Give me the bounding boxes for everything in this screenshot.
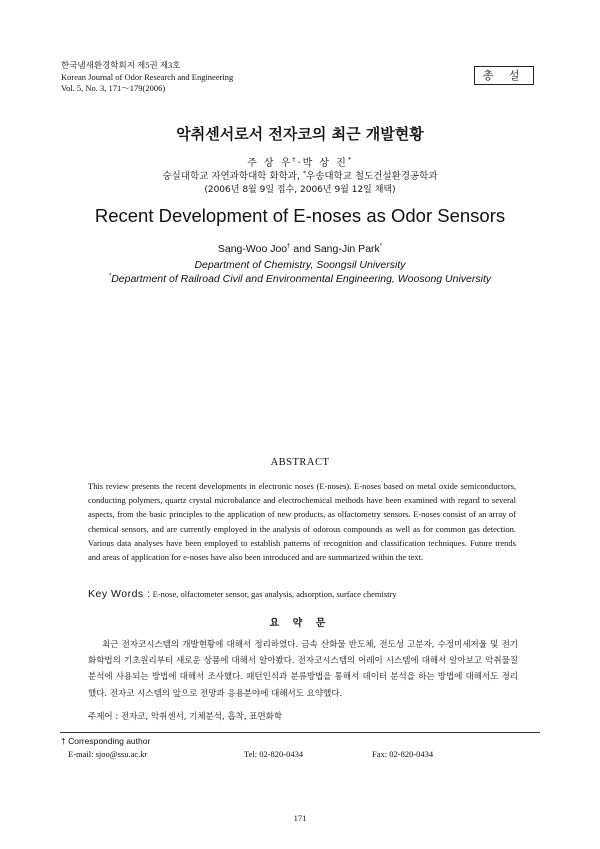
- english-title: Recent Development of E-noses as Odor Sensors: [94, 205, 506, 226]
- star-mark-affil: *: [303, 169, 307, 177]
- page-number: 171: [293, 813, 307, 823]
- telephone: Tel: 02-820-0434: [244, 749, 304, 759]
- english-affiliation-1: Department of Chemistry, Soongsil University: [194, 259, 406, 271]
- email: E-mail: sjoo@ssu.ac.kr: [68, 749, 148, 759]
- english-author-2: and Sang-Jin Park: [293, 243, 380, 255]
- korean-keywords-line: [88, 710, 282, 722]
- star-mark-en: *: [379, 243, 383, 250]
- korean-affiliation: [0, 168, 600, 182]
- korean-summary-heading: 요 약 문: [269, 618, 331, 629]
- korean-affiliation-2: 우송대학교 철도건설환경공학과: [306, 171, 438, 182]
- footnote-divider: [60, 732, 540, 733]
- abstract-body: This review presents the recent developments in electronic noses (E-noses). E-noses based on metal oxide semiconductors, conducting polymers, quartz crystal microbalance and electrochemical methods have been examined with regard to several aspects, from the basic principles to the application of new products, as olfactometry sensors. E-noses consist of an array of chemical sensors, and are currently employed in the analysis of odorous compounds as well as for common gas detection. Various data analyses have been employed to establish patterns of recognition and classification techniques. Future trends and areas of application for e-noses have also been introduced and are summarized within the text.: [88, 481, 516, 563]
- keywords-text: E-nose, olfactometer sensor, gas analysis, adsorption, surface chemistry: [152, 589, 397, 599]
- journal-name-english: Korean Journal of Odor Research and Engineering: [61, 71, 234, 82]
- english-author-1: Sang-Woo Joo: [217, 243, 288, 255]
- fax: Fax: 02-820-0434: [372, 749, 434, 759]
- dagger-mark: †: [292, 156, 298, 164]
- korean-affiliation-1: 숭실대학교 자연과학대학 화학과,: [162, 171, 300, 182]
- keywords-line: [88, 588, 397, 600]
- korean-keywords-label: 주제어 :: [88, 712, 119, 722]
- korean-keywords-text: 전자코, 악취센서, 기체분석, 흡착, 표면화학: [120, 712, 283, 722]
- keywords-label: Key Words :: [88, 588, 151, 600]
- star-mark-en-affil: *: [108, 273, 112, 280]
- korean-author-2: 박 상 진: [302, 158, 348, 169]
- dagger-mark-en: †: [287, 243, 291, 250]
- korean-title: 악취센서로서 전자코의 최근 개발현황: [176, 125, 424, 143]
- author-separator: ·: [297, 158, 303, 169]
- korean-authors: [0, 154, 600, 169]
- star-mark: *: [347, 156, 353, 164]
- journal-volume: Vol. 5, No. 3, 171～179(2006): [61, 83, 166, 93]
- journal-header: [61, 60, 233, 95]
- english-affiliation-2: [0, 273, 600, 285]
- received-accepted-dates: (2006년 8월 9일 접수, 2006년 9월 12일 채택): [204, 185, 396, 195]
- corresponding-author-note: † Corresponding author: [61, 736, 151, 746]
- korean-author-1: 주 상 우: [247, 158, 293, 169]
- english-authors: [0, 243, 600, 255]
- abstract-heading: ABSTRACT: [270, 457, 330, 468]
- section-badge: 총 설: [474, 66, 534, 85]
- journal-name-korean: 한국냄새환경학회지 제5권 제3호: [61, 60, 181, 70]
- english-affiliation-2-text: Department of Railroad Civil and Environmental Engineering, Woosong University: [111, 273, 492, 285]
- korean-summary-body: 최근 전자코시스템의 개발현황에 대해서 정리하였다. 금속 산화물 반도체, 전도성 고분자, 수정미세저울 및 전기화학법의 기초원리부터 새로운 상품에 대해서 알아봤다. 전자코시스템의 어레이 시스템에 대해서 알아보고 악취물질 분석에 사용되는 방법에 대해서 조사했다. 패턴인식과 분류방법을 통해서 데이터 분석을 하는 방법에 대해서도 정리했다. 전자코 시스템의 앞으로 전망과 응용분야에 대해서도 요약했다.: [88, 640, 518, 699]
